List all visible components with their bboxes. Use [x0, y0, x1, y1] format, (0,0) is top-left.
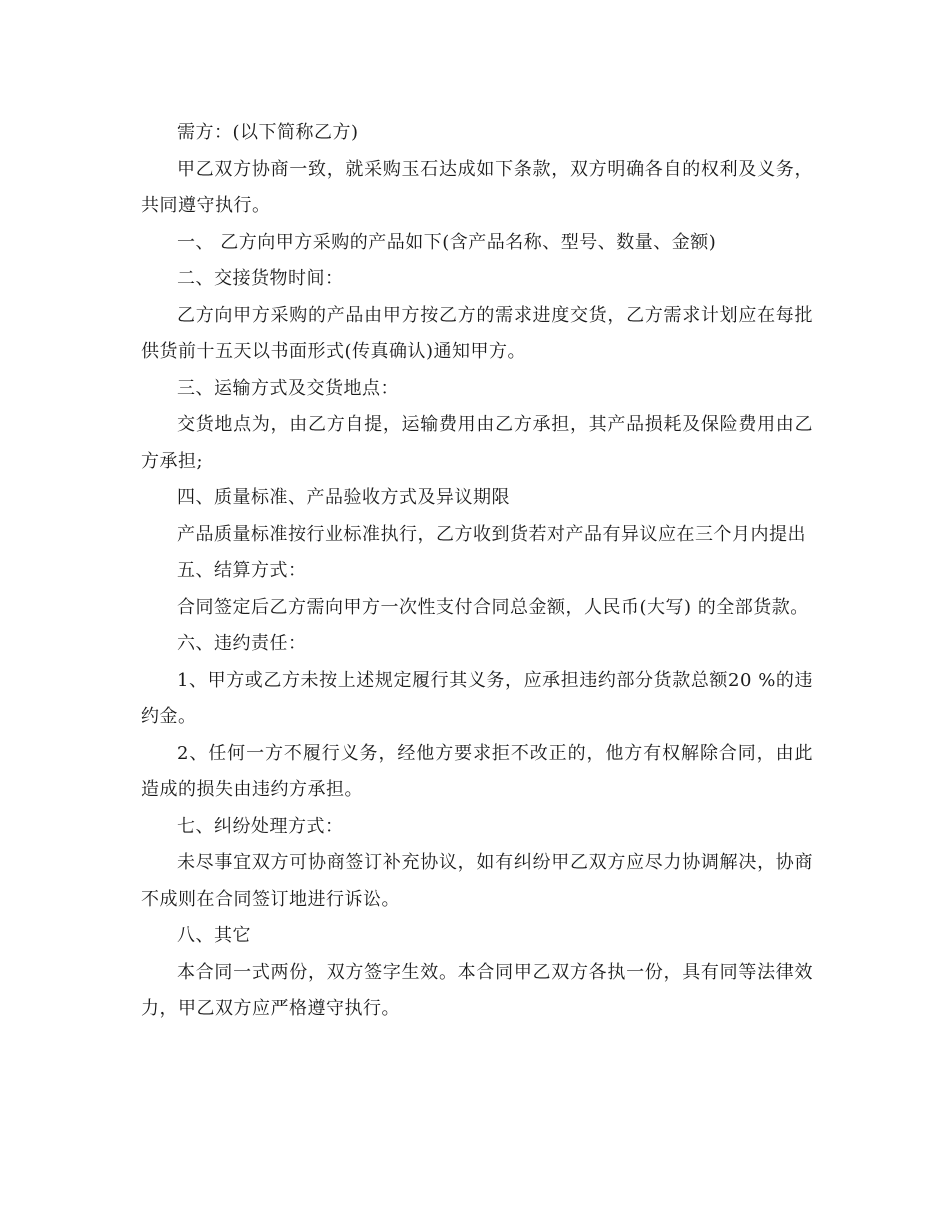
section-3-heading: 三、运输方式及交货地点： — [177, 377, 399, 399]
section-4-heading: 四、质量标准、产品验收方式及异议期限 — [177, 487, 510, 508]
section-8-body: 本合同一式两份，双方签字生效。本合同甲乙双方各执一份，具有同等法律效力，甲乙双方应严格遵守执行。 — [141, 961, 813, 1019]
section-6-clause-2: 2、任何一方不履行义务，经他方要求拒不改正的，他方有权解除合同，由此造成的损失由违约方承担。 — [141, 742, 813, 800]
section-2-body: 乙方向甲方采购的产品由甲方按乙方的需求进度交货，乙方需求计划应在每批供货前十五天以书面形式(传真确认)通知甲方。 — [141, 304, 813, 362]
section-4-body: 产品质量标准按行业标准执行，乙方收到货若对产品有异议应在三个月内提出 — [177, 523, 806, 545]
document-body — [141, 115, 813, 1028]
section-6-clause-1: 1、甲方或乙方未按上述规定履行其义务，应承担违约部分货款总额20 %的违约金。 — [141, 669, 813, 727]
section-2-heading: 二、交接货物时间： — [177, 268, 344, 289]
section-7-body: 未尽事宜双方可协商签订补充协议，如有纠纷甲乙双方应尽力协调解决，协商不成则在合同签订地进行诉讼。 — [141, 852, 813, 910]
preamble-paragraph: 甲乙双方协商一致，就采购玉石达成如下条款，双方明确各自的权利及义务，共同遵守执行。 — [141, 158, 813, 216]
section-6-heading: 六、违约责任： — [177, 633, 307, 654]
section-7-heading: 七、纠纷处理方式： — [177, 815, 344, 837]
section-5-body: 合同签定后乙方需向甲方一次性支付合同总金额，人民币(大写) 的全部货款。 — [177, 596, 809, 618]
section-1-heading: 一、 乙方向甲方采购的产品如下(含产品名称、型号、数量、金额) — [177, 231, 717, 253]
section-5-heading: 五、结算方式： — [177, 560, 307, 581]
party-b-line: 需方：(以下简称乙方) — [177, 122, 359, 143]
section-8-heading: 八、其它 — [177, 925, 251, 946]
section-3-body: 交货地点为，由乙方自提，运输费用由乙方承担，其产品损耗及保险费用由乙方承担; — [141, 414, 813, 472]
